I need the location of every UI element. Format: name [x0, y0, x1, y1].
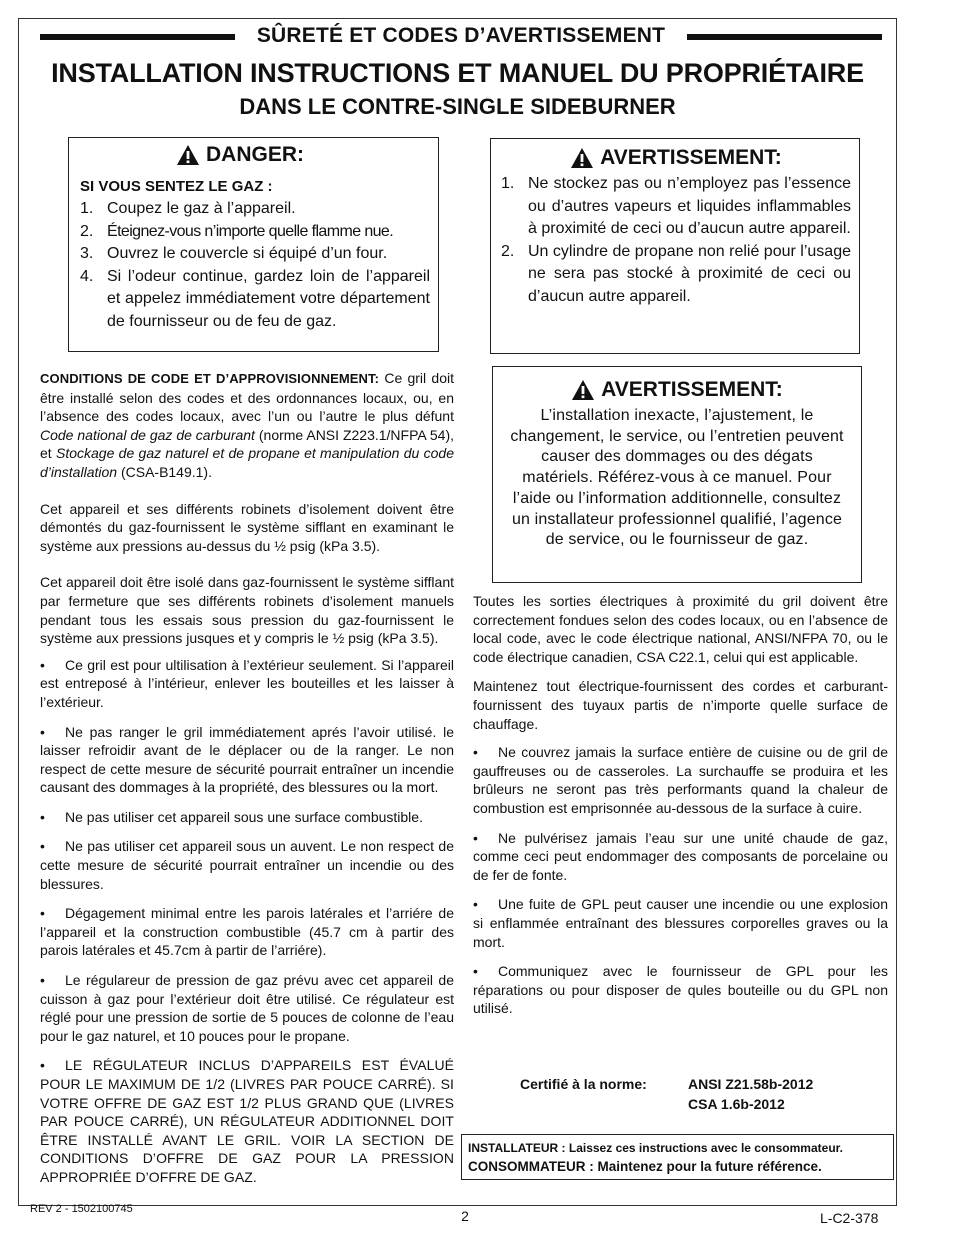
- right-column: [473, 592, 888, 1029]
- warning-title-row: [507, 377, 847, 403]
- warning-title-row: [501, 145, 851, 171]
- code-reference: Stockage de gaz naturel et de propane et manipulation du code d’installation: [40, 445, 454, 480]
- danger-title: DANGER:: [206, 143, 304, 166]
- standard-ansi: ANSI Z21.58b-2012: [688, 1076, 814, 1092]
- warning-triangle-icon: [570, 147, 594, 169]
- warning-title: AVERTISSEMENT:: [601, 378, 783, 401]
- document-subtitle: DANS LE CONTRE-SINGLE SIDEBURNER: [239, 94, 676, 119]
- code-conditions-paragraph: [40, 369, 454, 482]
- bullet-item: • Ne pas utiliser cet appareil sous une surface combustible.: [40, 808, 423, 825]
- warning-triangle-icon: [176, 144, 200, 166]
- paragraph-text: (norme ANSI Z223.1/NFPA 54), et: [40, 426, 454, 462]
- bullet-item: • LE RÉGULATEUR INCLUS D’APPAREILS EST ÉVALUÉ POUR LE MAXIMUM DE 1/2 (LIVRES PAR POUCE CARRÉ). SI VOTRE OFFRE DE GAZ EST 1/2 PLUS GRAND QUE (LIVRES PAR POUCE CARRÉ), UN RÉGULATEUR ADDITIONNEL DOIT ÊTRE INSTALLÉ AVANT LE GRIL. VOIR LA SECTION DE CONDITIONS D’OFFRE DE GAZ POUR LA PRESSION APPROPRIÉE D’OFFRE DE GAZ.: [40, 1057, 454, 1185]
- bullet-icon: •: [40, 972, 45, 989]
- danger-subtitle: SI VOUS SENTEZ LE GAZ :: [80, 178, 273, 195]
- warning-triangle-icon: [571, 379, 595, 401]
- bullet-item: • Ne pulvérisez jamais l’eau sur une unité chaude de gaz, comme ceci peut endommager des composants de porcelaine ou de fer de fonte.: [473, 829, 888, 883]
- revision-number: REV 2 - 1502100745: [30, 1203, 133, 1215]
- bullet-icon: •: [40, 723, 45, 740]
- list-item: 3. Ouvrez le couvercle si équipé d’un four.: [80, 245, 388, 262]
- bullet-item: • Communiquez avec le fournisseur de GPL pour les réparations ou pour disposer de qules bouteille ou du GPL non utilisé.: [473, 963, 888, 1017]
- bullet-item: • Une fuite de GPL peut causer une incendie ou une explosion si enflammée entraînant des blessures corporelles graves ou la mort.: [473, 896, 888, 950]
- section-header-band: [40, 22, 882, 52]
- danger-list: [80, 198, 430, 333]
- bullet-icon: •: [473, 963, 478, 980]
- paragraph-text: Ce gril doit être installé selon des codes et des ordonnances locaux, ou, en l’absence des codes locaux, avec l’un ou l’autre le plus défunt: [40, 370, 454, 425]
- bullet-icon: •: [473, 896, 478, 913]
- danger-title-row: [80, 142, 430, 168]
- header-rule-left: [40, 34, 235, 40]
- list-item: 1. Ne stockez pas ou n’employez pas l’essence ou d’autres vapeurs et liquides inflammables à proximité de ceci ou d’aucun autre appareil.: [501, 175, 851, 237]
- bullet-item: • Dégagement minimal entre les parois latérales et l’arriére de l’appareil et la construction combustible (45.7 cm à partir des parois latérales et 45.7cm à partir de l’arriére).: [40, 905, 454, 959]
- page-number: 2: [461, 1208, 469, 1224]
- warning-box-storage: [490, 138, 860, 354]
- danger-box: [68, 137, 439, 352]
- bullet-item: • Ne pas ranger le gril immédiatement aprés l’avoir utilisé. le laisser refroidir avant de le déplacer ou de la ranger. Le non respect de cette mesure de sécurité pourrait entraîner un incendie causant des dommages à la propriété, des blessures ou la mort.: [40, 723, 454, 796]
- bullet-icon: •: [40, 905, 45, 922]
- installer-note: INSTALLATEUR : Laissez ces instructions avec le consommateur.: [468, 1141, 843, 1155]
- standard-csa: CSA 1.6b-2012: [688, 1096, 785, 1112]
- list-item: 2. Un cylindre de propane non relié pour l’usage ne sera pas stocké à proximité de ceci ou d’aucun autre appareil.: [501, 242, 851, 305]
- list-item: 2. Éteignez-vous n’importe quelle flamme nue.: [80, 222, 394, 240]
- paragraph: Maintenez tout électrique-fournissent des cordes et carburant-fournissent des tuyaux partis de n’importe quelle surface de chauffage.: [473, 678, 888, 732]
- section-title: SÛRETÉ ET CODES D’AVERTISSEMENT: [256, 24, 666, 47]
- paragraph: Cet appareil et ses différents robinets d’isolement doivent être démontés du gaz-fournissent le système sifflant en examinant le système aux pressions au-dessus du ½ psig (kPa 3.5).: [40, 500, 454, 554]
- bullet-item: • Le régulareur de pression de gaz prévu avec cet appareil de cuisson à gaz pour l’extérieur doit être utilisé. Ce régulateur est réglé pour une pression de sortie de 5 pouces de colonne de l’eau pour le gaz naturel, et 10 pouces pour le propane.: [40, 972, 454, 1044]
- warning-title: AVERTISSEMENT:: [600, 146, 782, 169]
- bullet-icon: •: [40, 838, 45, 855]
- bullet-icon: •: [473, 829, 478, 846]
- code-reference: Code national de gaz de carburant: [40, 426, 255, 443]
- bullet-item: • Ce gril est pour ultilisation à l’extérieur seulement. Si l’appareil est entreposé à l’intérieur, enlever les bouteilles et les laisser à l’extérieur.: [40, 656, 454, 710]
- bullet-item: • Ne couvrez jamais la surface entière de cuisine ou de gril de gauffreuses ou de casseroles. La surchauffe se produira et les brûleurs ne seront pas très performants quand la chaleur de combustion est emprisonnée au-dessous de la surface à cuire.: [473, 744, 888, 816]
- code-conditions-heading: CONDITIONS DE CODE ET D’APPROVISIONNEMENT:: [40, 371, 380, 386]
- paragraph-text: (CSA-B149.1).: [117, 463, 212, 480]
- bullet-icon: •: [473, 744, 478, 761]
- bullet-item: • Ne pas utiliser cet appareil sous un auvent. Le non respect de cette mesure de sécurité pourrait entraîner un incendie ou des blessures.: [40, 838, 454, 892]
- bullet-icon: •: [40, 808, 45, 825]
- certification-label: Certifié à la norme:: [520, 1076, 647, 1092]
- bullet-icon: •: [40, 1057, 45, 1074]
- certification-standards: [688, 1074, 888, 1114]
- list-item: 4. Si l’odeur continue, gardez loin de l’appareil et appelez immédiatement votre département de fournisseur ou de feu de gaz.: [80, 267, 430, 330]
- paragraph: Toutes les sorties électriques à proximité du gril doivent être correctement fondues selon des codes locaux, ou en l’absence de local code, avec le code électrique national, ANSI/NFPA 70, ou le code électrique canadien, CSA C22.1, celui qui est applicable.: [473, 593, 888, 665]
- header-rule-right: [687, 34, 882, 40]
- document-id: L-C2-378: [820, 1210, 879, 1226]
- warning-text: L’installation inexacte, l’ajustement, le changement, le service, ou l’entretien peuvent causer des dommages ou des dégats matériels. Référez-vous à ce manuel. Pour l’aide ou l’information additionnelle, consultez un installateur professionnel qualifié, l’agence de service, ou le fournisseur de gaz.: [510, 407, 844, 549]
- installer-note-box: [461, 1134, 894, 1180]
- left-column: [40, 369, 454, 1198]
- consumer-note: CONSOMMATEUR : Maintenez pour la future référence.: [468, 1159, 822, 1174]
- bullet-icon: •: [40, 656, 45, 673]
- warning-list: [501, 173, 851, 308]
- paragraph: Cet appareil doit être isolé dans gaz-fournissent le système sifflant par fermeture que ses différents robinets d’isolement manuels pendant tous les essais sous pression du gaz-fournissent le système aux pressions jusques et y compris le ½ psig (kPa 3.5).: [40, 574, 454, 647]
- list-item: 1. Coupez le gaz à l’appareil.: [80, 200, 296, 217]
- warning-box-installation: [492, 366, 862, 583]
- document-title: INSTALLATION INSTRUCTIONS ET MANUEL DU PROPRIÉTAIRE: [51, 58, 864, 88]
